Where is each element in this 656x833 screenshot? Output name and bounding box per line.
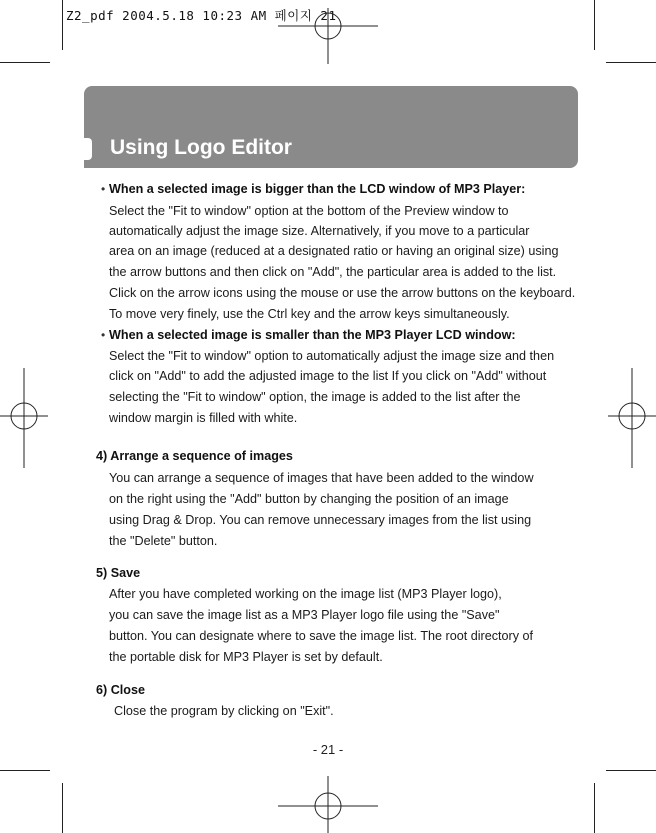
body-line: automatically adjust the image size. Alternatively, if you move to a particular [109,224,530,238]
section-heading: 4) Arrange a sequence of images [96,449,293,463]
section-heading: 5) Save [96,566,141,580]
registration-mark-bottom [278,776,378,833]
crop-mark [606,62,656,63]
crop-mark [62,783,63,833]
body-line: Close the program by clicking on "Exit". [114,704,334,718]
registration-mark-left [0,368,48,468]
body-line: To move very finely, use the Ctrl key and the arrow keys simultaneously. [109,307,510,321]
bullet-dot: • [101,328,106,342]
bullet-dot: • [101,182,106,196]
crop-mark [62,0,63,50]
body-line: selecting the "Fit to window" option, the image is added to the list after the [109,390,521,404]
body-line: Select the "Fit to window" option to automatically adjust the image size and then [109,349,555,363]
crop-mark [0,770,50,771]
body-line: the "Delete" button. [109,534,218,548]
body-line: on the right using the "Add" button by changing the position of an image [109,492,509,506]
body-line: the portable disk for MP3 Player is set by default. [109,650,383,664]
title-banner [84,86,578,168]
body-line: area on an image (reduced at a designated ratio or having an original size) using [109,244,559,258]
body-line: you can save the image list as a MP3 Player logo file using the "Save" [109,608,500,622]
crop-mark [594,0,595,50]
print-header: Z2_pdf 2004.5.18 10:23 AM 페이지 21 [66,8,337,23]
body-line: window margin is filled with white. [109,411,298,425]
crop-mark [606,770,656,771]
body-line: Click on the arrow icons using the mouse or use the arrow buttons on the keyboard. [109,286,576,300]
page-title: Using Logo Editor [110,136,292,159]
bullet-heading: When a selected image is smaller than the MP3 Player LCD window: [109,328,516,342]
body-line: After you have completed working on the image list (MP3 Player logo), [109,587,502,601]
registration-mark-right [608,368,656,468]
registration-mark-top [278,8,378,64]
body-line: click on "Add" to add the adjusted image to the list If you click on "Add" without [109,369,547,383]
section-heading: 6) Close [96,683,145,697]
body-line: Select the "Fit to window" option at the bottom of the Preview window to [109,204,509,218]
crop-mark [594,783,595,833]
body-line: the arrow buttons and then click on "Add", the particular area is added to the list. [109,265,557,279]
body-line: You can arrange a sequence of images that have been added to the window [109,471,534,485]
body-line: using Drag & Drop. You can remove unnecessary images from the list using [109,513,532,527]
crop-mark [0,62,50,63]
bullet-heading: When a selected image is bigger than the LCD window of MP3 Player: [109,182,526,196]
title-marker-icon [76,138,92,160]
body-line: button. You can designate where to save the image list. The root directory of [109,629,534,643]
page-number: - 21 - [312,742,344,757]
